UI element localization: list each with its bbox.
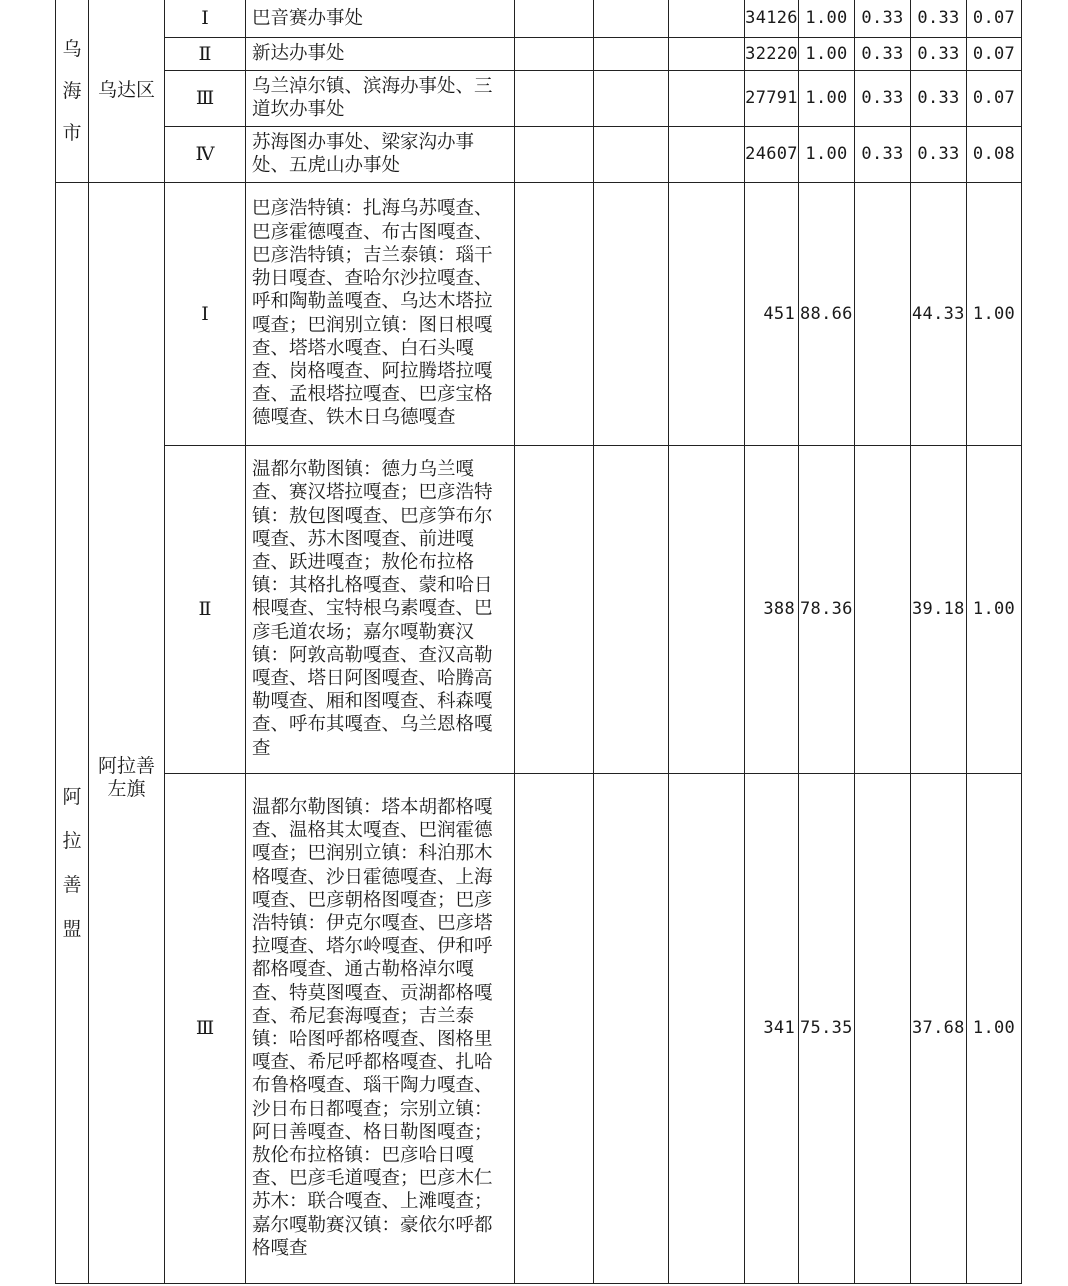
- code-cell: 388: [745, 445, 799, 773]
- table-row: [56, 773, 1022, 1283]
- grade-cell: Ⅰ: [165, 0, 246, 37]
- grade-cell: Ⅱ: [165, 37, 246, 70]
- table-row: [56, 182, 1022, 445]
- grade-cell: Ⅱ: [165, 445, 246, 773]
- value-cell: 1.00: [967, 445, 1022, 773]
- scope-cell: 温都尔勒图镇：德力乌兰嘎查、赛汉塔拉嘎查；巴彦浩特镇：敖包图嘎查、巴彦笋布尔嘎查、苏木图嘎查、前进嘎查、跃进嘎查；敖伦布拉格镇：其格扎格嘎查、蒙和哈日根嘎查、宝特根乌素嘎查、巴彦毛道农场；嘉尔嘎勒赛汉镇：阿敦高勒嘎查、查汉高勒嘎查、塔日阿图嘎查、哈腾高勒嘎查、厢和图嘎查、科森嘎查、呼布其嘎查、乌兰恩格嘎查: [246, 445, 515, 773]
- value-cell: 0.07: [967, 37, 1022, 70]
- empty-cell: [669, 37, 745, 70]
- table-row: [56, 445, 1022, 773]
- empty-cell: [515, 126, 594, 182]
- code-cell: 34126: [745, 0, 799, 37]
- scope-cell: 苏海图办事处、梁家沟办事处、五虎山办事处: [246, 126, 515, 182]
- scope-cell: 新达办事处: [246, 37, 515, 70]
- value-cell: 0.33: [855, 70, 911, 126]
- empty-cell: [594, 126, 669, 182]
- grade-cell: Ⅳ: [165, 126, 246, 182]
- empty-cell: [515, 182, 594, 445]
- grade-cell: Ⅲ: [165, 773, 246, 1283]
- value-cell: 0.08: [967, 126, 1022, 182]
- value-cell: 0.33: [911, 126, 967, 182]
- value-cell: 78.36: [799, 445, 855, 773]
- value-cell: 1.00: [967, 773, 1022, 1283]
- empty-cell: [594, 70, 669, 126]
- scope-cell: 温都尔勒图镇：塔本胡都格嘎查、温格其太嘎查、巴润霍德嘎查；巴润别立镇：科泊那木格嘎查、沙日霍德嘎查、上海嘎查、巴彦朝格图嘎查；巴彦浩特镇：伊克尔嘎查、巴彦塔拉嘎查、塔尔岭嘎查、伊和呼都格嘎查、通古勒格淖尔嘎查、特莫图嘎查、贡湖都格嘎查、希尼套海嘎查；吉兰泰镇：哈图呼都格嘎查、图格里嘎查、希尼呼都格嘎查、扎哈布鲁格嘎查、瑙干陶力嘎查、沙日布日都嘎查；宗别立镇：阿日善嘎查、格日勒图嘎查；敖伦布拉格镇：巴彦哈日嘎查、巴彦毛道嘎查；巴彦木仁苏木：联合嘎查、上滩嘎查；嘉尔嘎勒赛汉镇：豪依尔呼都格嘎查: [246, 773, 515, 1283]
- code-cell: 24607: [745, 126, 799, 182]
- empty-cell: [515, 70, 594, 126]
- value-cell: 0.33: [855, 37, 911, 70]
- empty-cell: [669, 773, 745, 1283]
- table-row: [56, 126, 1022, 182]
- code-cell: 32220: [745, 37, 799, 70]
- value-cell: 1.00: [799, 37, 855, 70]
- value-cell: 75.35: [799, 773, 855, 1283]
- code-cell: 451: [745, 182, 799, 445]
- empty-cell: [669, 0, 745, 37]
- value-cell: [855, 773, 911, 1283]
- code-cell: 27791: [745, 70, 799, 126]
- value-cell: 0.07: [967, 70, 1022, 126]
- value-cell: 39.18: [911, 445, 967, 773]
- table-row: [56, 0, 1022, 37]
- value-cell: 0.33: [911, 0, 967, 37]
- empty-cell: [515, 37, 594, 70]
- scope-cell: 巴彦浩特镇：扎海乌苏嘎查、巴彦霍德嘎查、布古图嘎查、巴彦浩特镇；吉兰泰镇：瑙干勃日嘎查、查哈尔沙拉嘎查、呼和陶勒盖嘎查、乌达木塔拉嘎查；巴润别立镇：图日根嘎查、塔塔水嘎查、白石头嘎查、岗格嘎查、阿拉腾塔拉嘎查、孟根塔拉嘎查、巴彦宝格德嘎查、铁木日乌德嘎查: [246, 182, 515, 445]
- scope-cell: 乌兰淖尔镇、滨海办事处、三道坎办事处: [246, 70, 515, 126]
- empty-cell: [669, 182, 745, 445]
- county-cell: 乌达区: [89, 0, 165, 182]
- empty-cell: [594, 182, 669, 445]
- value-cell: 0.33: [911, 37, 967, 70]
- table-row: [56, 70, 1022, 126]
- grade-cell: Ⅲ: [165, 70, 246, 126]
- empty-cell: [669, 445, 745, 773]
- empty-cell: [669, 70, 745, 126]
- value-cell: 0.33: [855, 126, 911, 182]
- grade-cell: Ⅰ: [165, 182, 246, 445]
- empty-cell: [594, 37, 669, 70]
- region-cell: 阿拉善盟: [56, 182, 89, 1283]
- value-cell: 0.07: [967, 0, 1022, 37]
- value-cell: 37.68: [911, 773, 967, 1283]
- empty-cell: [594, 445, 669, 773]
- empty-cell: [669, 126, 745, 182]
- value-cell: 0.33: [911, 70, 967, 126]
- value-cell: 1.00: [967, 182, 1022, 445]
- value-cell: 1.00: [799, 70, 855, 126]
- empty-cell: [515, 0, 594, 37]
- land-price-table: [55, 0, 1022, 1284]
- value-cell: 1.00: [799, 0, 855, 37]
- value-cell: 44.33: [911, 182, 967, 445]
- empty-cell: [515, 773, 594, 1283]
- value-cell: 88.66: [799, 182, 855, 445]
- county-cell: 阿拉善左旗: [89, 182, 165, 1283]
- value-cell: [855, 182, 911, 445]
- code-cell: 341: [745, 773, 799, 1283]
- value-cell: 0.33: [855, 0, 911, 37]
- empty-cell: [515, 445, 594, 773]
- table-row: [56, 37, 1022, 70]
- region-cell: 乌海市: [56, 0, 89, 182]
- value-cell: [855, 445, 911, 773]
- empty-cell: [594, 773, 669, 1283]
- empty-cell: [594, 0, 669, 37]
- scope-cell: 巴音赛办事处: [246, 0, 515, 37]
- value-cell: 1.00: [799, 126, 855, 182]
